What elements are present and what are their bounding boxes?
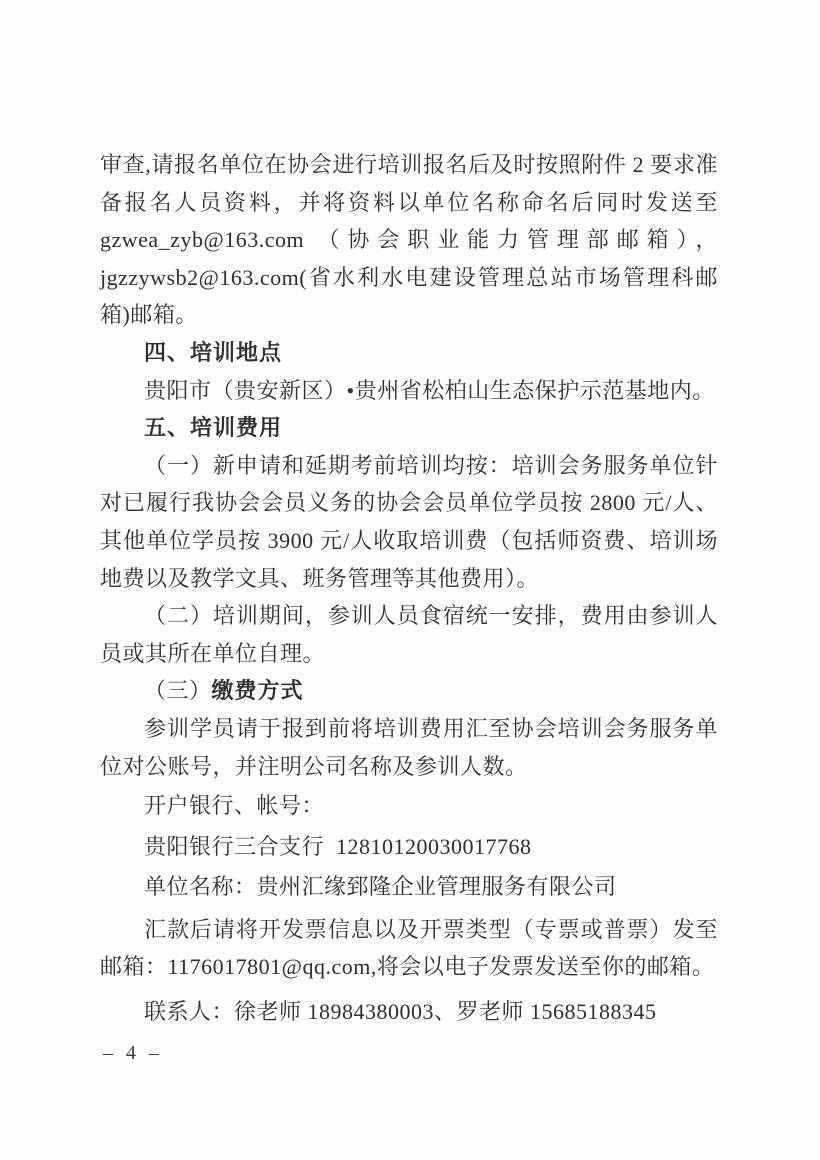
bank-label-line: 开户银行、帐号： bbox=[144, 793, 325, 819]
page-number: – 4 – bbox=[103, 1042, 163, 1064]
intro-paragraph: 审查,请报名单位在协会进行培训报名后及时按照附件 2 要求准备报名人员资料，并将资料以单位名称命名后同时发送至gzwea_zyb@163.com （协会职业能力管理部邮箱），jgzzywsb2@163.com(省水利水电建设管理总站市场管理科邮箱)邮箱。 bbox=[100, 152, 718, 328]
payment-instruction-paragraph: 参训学员请于报到前将培训费用汇至协会培训会务服务单位对公账号，并注明公司名称及参训人数。 bbox=[100, 715, 718, 779]
training-location-paragraph: 贵阳市（贵安新区）•贵州省松柏山生态保护示范基地内。 bbox=[144, 377, 715, 403]
payment-method-heading bbox=[100, 672, 718, 710]
fee-clause-1-paragraph: （一）新申请和延期考前培训均按：培训会务服务单位针对已履行我协会会员义务的协会会员单位学员按 2800 元/人、其他单位学员按 3900 元/人收取培训费（包括师资费、培训场地费以及教学文具、班务管理等其他费用）。 bbox=[100, 452, 718, 591]
section-heading-training-fees: 五、培训费用 bbox=[144, 415, 283, 441]
invoice-note-paragraph: 汇款后请将开发票信息以及开票类型（专票或普票）发至邮箱：1176017801@qq.com,将会以电子发票发送至你的邮箱。 bbox=[100, 916, 718, 980]
company-name-line: 单位名称：贵州汇缘郅隆企业管理服务有限公司 bbox=[144, 874, 617, 900]
contact-line: 联系人：徐老师 18984380003、罗老师 15685188345 bbox=[144, 999, 657, 1025]
fee-clause-2-paragraph: （二）培训期间，参训人员食宿统一安排，费用由参训人员或其所在单位自理。 bbox=[100, 603, 718, 666]
document-body bbox=[100, 146, 718, 1031]
payment-heading-title: 缴费方式 bbox=[211, 678, 304, 704]
bank-account-line: 贵阳银行三合支行 12810120030017768 bbox=[144, 833, 532, 859]
section-heading-training-location: 四、培训地点 bbox=[144, 339, 283, 365]
payment-heading-prefix: （三） bbox=[144, 678, 212, 704]
